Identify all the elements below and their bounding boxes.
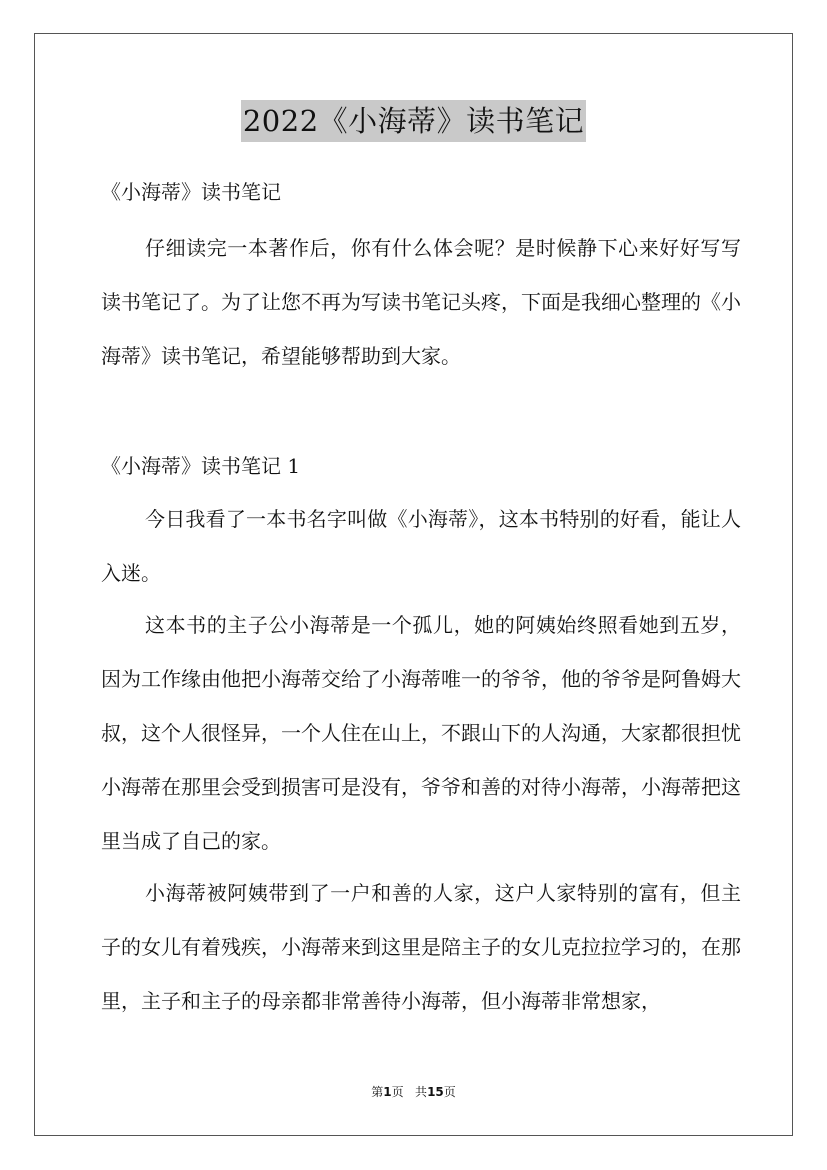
body-paragraph: 今日我看了一本书名字叫做《小海蒂》，这本书特别的好看，能让人入迷。 bbox=[101, 507, 741, 585]
body-paragraph: 这本书的主子公小海蒂是一个孤儿，她的阿姨始终照看她到五岁，因为工作缘由他把小海蒂交给了小海蒂唯一的爷爷，他的爷爷是阿鲁姆大叔，这个人很怪异，一个人住在山上，不跟山下的人沟通，大家都很担忧小海蒂在那里会受到损害可是没有，爷爷和善的对待小海蒂，小海蒂把这里当成了自己的家。 bbox=[101, 613, 741, 853]
page-footer bbox=[0, 1084, 827, 1100]
document-title: 2022《小海蒂》读书笔记 bbox=[241, 100, 586, 142]
section-heading-intro: 《小海蒂》读书笔记 bbox=[101, 180, 281, 204]
intro-paragraph: 仔细读完一本著作后，你有什么体会呢？是时候静下心来好好写写读书笔记了。为了让您不再为写读书笔记头疼，下面是我细心整理的《小海蒂》读书笔记，希望能够帮助到大家。 bbox=[101, 236, 741, 368]
total-suffix: 页 bbox=[443, 1085, 456, 1099]
total-pages: 15 bbox=[427, 1085, 444, 1099]
body-paragraph: 小海蒂被阿姨带到了一户和善的人家，这户人家特别的富有，但主子的女儿有着残疾，小海蒂来到这里是陪主子的女儿克拉拉学习的，在那里，主子和主子的母亲都非常善待小海蒂，但小海蒂非常想家， bbox=[101, 881, 741, 1013]
page-prefix: 第 bbox=[371, 1085, 384, 1099]
page-suffix: 页 bbox=[391, 1085, 404, 1099]
total-prefix: 共 bbox=[415, 1085, 428, 1099]
section-heading-note-1: 《小海蒂》读书笔记 1 bbox=[101, 454, 301, 478]
title-container bbox=[0, 100, 827, 142]
page-number: 1 bbox=[383, 1085, 392, 1099]
